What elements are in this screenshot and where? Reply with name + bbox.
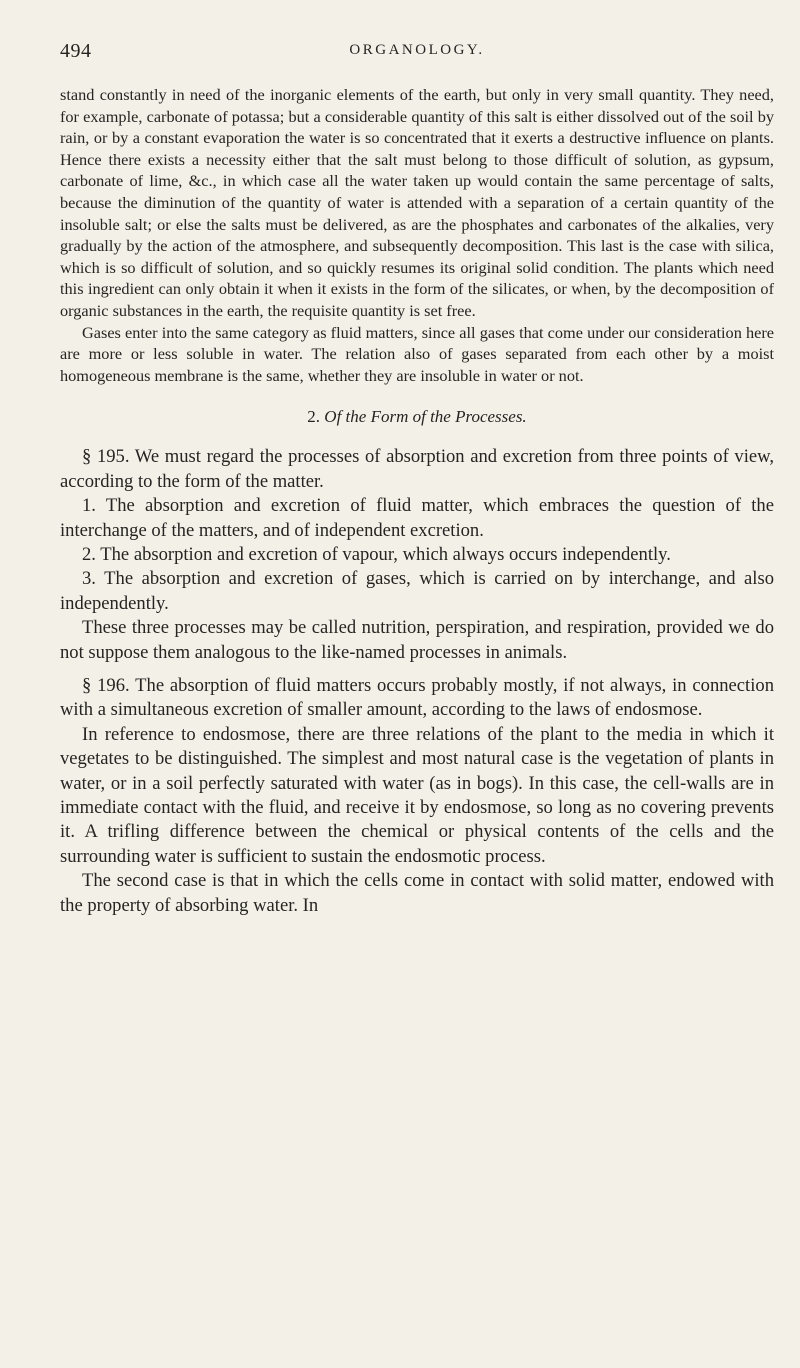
paragraph-gases: Gases enter into the same category as fluid matters, since all gases that come under our consideration here are more or less soluble in water. The relation also of gases separated from each other by a moist homogeneous membrane is the same, whether they are insoluble in water or not. [60,322,774,385]
running-title: ORGANOLOGY. [349,42,485,58]
section-title: Of the Form of the Processes. [324,407,527,427]
paragraph-second-case: The second case is that in which the cells come in contact with solid matter, endowed with the property of absorbing water. In [60,870,774,916]
running-head [60,40,774,66]
paragraph-inorganic-elements: stand constantly in need of the inorganic elements of the earth, but only in very small quantity. They need, for example, carbonate of potassa; but a considerable quantity of this salt is either dissolved out of the soil by rain, or by a constant evaporation the water is so concentrated that it exerts a destructive influence on plants. Hence there exists a necessity either that the salt must belong to those difficult of solution, as gypsum, carbonate of lime, &c., in which case all the water taken up would contain the same percentage of salts, because the diminution of the quantity of water is attended with a separation of a certain quantity of the insoluble salt; or else the salts must be delivered, as are the phosphates and carbonates of the alkalies, very gradually by the action of the atmosphere, and subsequently decomposition. This last is the case with silica, which is so difficult of solution, and so quickly resumes its original solid condition. The plants which need this ingredient can only obtain it when it exists in the form of the silicates, or when, by the decomposition of organic substances in the earth, the requisite quantity is set free. [60,85,774,320]
paragraph-section-196: § 196. The absorption of fluid matters occurs probably mostly, if not always, in connection with a simultaneous excretion of smaller amount, according to the laws of endosmose. [60,674,774,721]
list-item-vapour: 2. The absorption and excretion of vapour, which always occurs independently. [82,543,671,565]
section-heading [60,406,774,428]
page-number: 494 [60,40,92,62]
paragraph-endosmose-relations: In reference to endosmose, there are three relations of the plant to the media in which it vegetates to be distinguished. The simplest and most natural case is the vegetation of plants in water, or in a soil perfectly saturated with water (as in bogs). In this case, the cell-walls are in immediate contact with the fluid, and receive it by endosmose, so long as no covering prevents it. A trifling difference between the chemical or physical contents of the cells and the surrounding water is sufficient to sustain the endosmotic process. [60,723,774,867]
paragraph-section-195: § 195. We must regard the processes of absorption and excretion from three points of view, according to the form of the matter. [60,446,774,492]
list-item-gases: 3. The absorption and excretion of gases, which is carried on by interchange, and also independently. [60,568,774,614]
list-item-fluid-matter: 1. The absorption and excretion of fluid matter, which embraces the question of the interchange of the matters, and of independent excretion. [60,495,774,541]
paragraph-three-processes: These three processes may be called nutrition, perspiration, and respiration, provided we do not suppose them analogous to the like-named processes in animals. [60,617,774,663]
section-number: 2. [307,407,321,427]
